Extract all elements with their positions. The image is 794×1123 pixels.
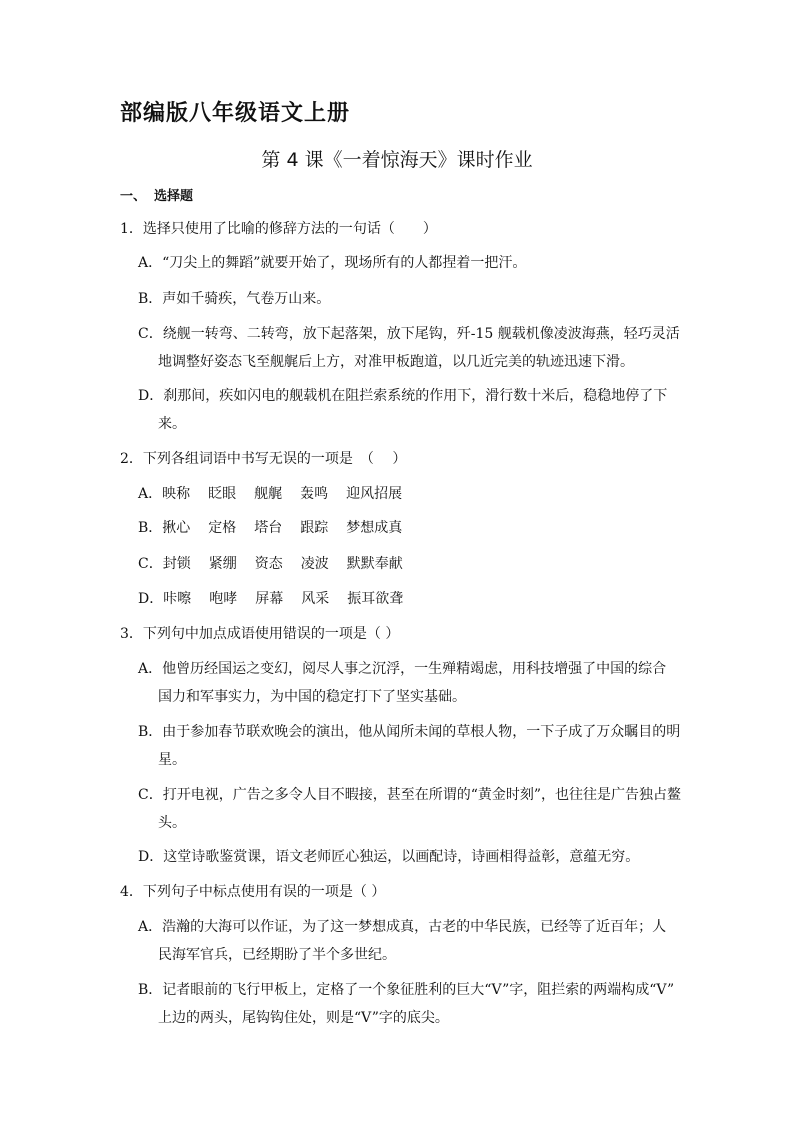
word: 风采: [301, 591, 330, 607]
word: 迎风招展: [346, 486, 403, 502]
option-label: D．: [138, 591, 164, 607]
word: 资态: [254, 556, 283, 572]
question-2-option-c: [138, 555, 421, 573]
question-1-option-c-cont: 地调整好姿态飞至舰艉后上方，对准甲板跑道，以几近完美的轨迹迅速下滑。: [158, 354, 634, 370]
word: 眨眼: [208, 486, 237, 502]
word: 揪心: [162, 520, 191, 536]
section-title: 选择题: [154, 189, 194, 204]
question-3-option-d: D．这堂诗歌鉴赏课，语文老师匠心独运，以画配诗，诗画相得益彰，意蕴无穷。: [138, 849, 640, 865]
word: 塔台: [254, 520, 283, 536]
word: 咔嚓: [163, 591, 192, 607]
section-heading: [120, 185, 193, 204]
word: 振耳欲聋: [347, 591, 404, 607]
question-1-option-c: C．绕舰一转弯、二转弯，放下起落架，放下尾钩，歼-15 舰载机像凌波海燕，轻巧灵活: [138, 326, 680, 342]
question-2-option-a: [138, 485, 420, 503]
section-number: 一、: [120, 189, 147, 204]
word: 默默奉献: [346, 556, 403, 572]
question-3-option-b: B．由于参加春节联欢晚会的演出，他从闻所未闻的草根人物，一下子成了万众瞩目的明: [138, 724, 681, 740]
question-1-option-d-cont: 来。: [158, 416, 186, 432]
word: 凌波: [300, 556, 329, 572]
question-4-option-a-cont: 民海军官兵，已经期盼了半个多世纪。: [158, 947, 396, 963]
book-title: 部编版八年级语文上册: [120, 101, 351, 126]
question-3-option-c-cont: 头。: [158, 815, 186, 831]
question-3-option-a: A．他曾历经国运之变幻，阅尽人事之沉浮，一生殚精竭虑，用科技增强了中国的综合: [138, 661, 667, 677]
word: 映称: [162, 486, 191, 502]
question-1-option-b: B．声如千骑疾，气卷万山来。: [138, 291, 331, 307]
word: 封锁: [162, 556, 191, 572]
question-4-option-a: A．浩瀚的大海可以作证，为了这一梦想成真，古老的中华民族，已经等了近百年；人: [138, 919, 667, 935]
question-3-option-a-cont: 国力和军事实力，为中国的稳定打下了坚实基础。: [158, 689, 466, 705]
word: 跟踪: [300, 520, 329, 536]
word: 轰鸣: [300, 486, 329, 502]
word: 舰艉: [254, 486, 283, 502]
option-label: B．: [138, 520, 163, 536]
question-2-stem: 2．下列各组词语中书写无误的一项是 （ ）: [120, 451, 407, 467]
question-4-stem: 4．下列句子中标点使用有误的一项是（ ）: [120, 884, 386, 900]
word: 梦想成真: [346, 520, 403, 536]
question-1-stem: 1．选择只使用了比喻的修辞方法的一句话（ ）: [120, 221, 437, 237]
option-label: C．: [138, 556, 163, 572]
word: 咆哮: [209, 591, 238, 607]
word: 定格: [208, 520, 237, 536]
question-2-option-d: [138, 590, 421, 608]
question-4-option-b-cont: 上边的两头，尾钩钩住处，则是“V”字的底尖。: [158, 1010, 449, 1026]
question-1-option-d: D．刹那间，疾如闪电的舰载机在阻拦索系统的作用下，滑行数十米后，稳稳地停了下: [138, 388, 668, 404]
word: 紧绷: [208, 556, 237, 572]
word: 屏幕: [255, 591, 284, 607]
question-3-stem: 3．下列句中加点成语使用错误的一项是（ ）: [120, 626, 400, 642]
lesson-title: 第 4 课《一着惊海天》课时作业: [261, 149, 533, 171]
question-1-option-a: A．“刀尖上的舞蹈”就要开始了，现场所有的人都捏着一把汗。: [138, 255, 527, 271]
question-3-option-c: C．打开电视，广告之多令人目不暇接，甚至在所谓的“黄金时刻”，也往往是广告独占鳌: [138, 787, 682, 803]
question-4-option-b: B．记者眼前的飞行甲板上，定格了一个象征胜利的巨大“V”字，阻拦索的两端构成“V”: [138, 982, 675, 998]
option-label: A．: [138, 486, 163, 502]
question-3-option-b-cont: 星。: [158, 752, 186, 768]
question-2-option-b: [138, 519, 420, 537]
